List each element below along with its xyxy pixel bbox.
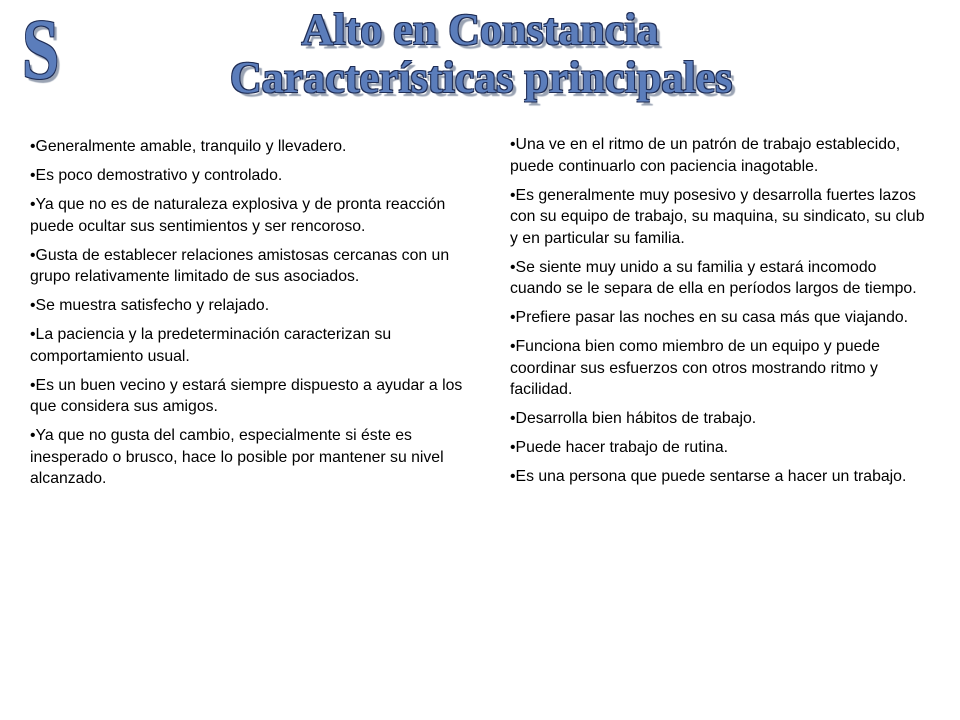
bullet-item: • Desarrolla bien hábitos de trabajo. — [510, 408, 930, 430]
bullet-item: • Gusta de establecer relaciones amistosas cercanas con un grupo relativamente limitado de sus asociados. — [30, 245, 470, 288]
left-bullet-column — [30, 136, 470, 497]
bullet-item: • Se muestra satisfecho y relajado. — [30, 295, 470, 317]
bullet-item: • Puede hacer trabajo de rutina. — [510, 437, 930, 459]
bullet-item: • Funciona bien como miembro de un equipo y puede coordinar sus esfuerzos con otros mostrando ritmo y facilidad. — [510, 336, 930, 401]
bullet-item: • Ya que no es de naturaleza explosiva y de pronta reacción puede ocultar sus sentimientos y ser rencoroso. — [30, 194, 470, 237]
profile-letter: S — [22, 1, 60, 97]
bullet-item: • Generalmente amable, tranquilo y llevadero. — [30, 136, 470, 158]
bullet-item: • Es una persona que puede sentarse a hacer un trabajo. — [510, 466, 930, 488]
right-bullet-column — [510, 134, 930, 495]
bullet-item: • Es un buen vecino y estará siempre dispuesto a ayudar a los que considera sus amigos. — [30, 375, 470, 418]
bullet-item: • Es poco demostrativo y controlado. — [30, 165, 470, 187]
bullet-item: • Una ve en el ritmo de un patrón de trabajo establecido, puede continuarlo con paciencia inagotable. — [510, 134, 930, 177]
title-line-1: Alto en Constancia — [301, 5, 659, 54]
bullet-item: • Se siente muy unido a su familia y estará incomodo cuando se le separa de ella en períodos largos de tiempo. — [510, 257, 930, 300]
bullet-item: • La paciencia y la predeterminación caracterizan su comportamiento usual. — [30, 324, 470, 367]
slide-title — [230, 5, 733, 102]
bullet-item: • Ya que no gusta del cambio, especialmente si éste es inesperado o brusco, hace lo posible por mantener su nivel alcanzado. — [30, 425, 470, 490]
title-line-2: Características principales — [230, 53, 733, 102]
bullet-item: • Es generalmente muy posesivo y desarrolla fuertes lazos con su equipo de trabajo, su maquina, su sindicato, su club y en particular su familia. — [510, 185, 930, 250]
bullet-item: • Prefiere pasar las noches en su casa más que viajando. — [510, 307, 930, 329]
